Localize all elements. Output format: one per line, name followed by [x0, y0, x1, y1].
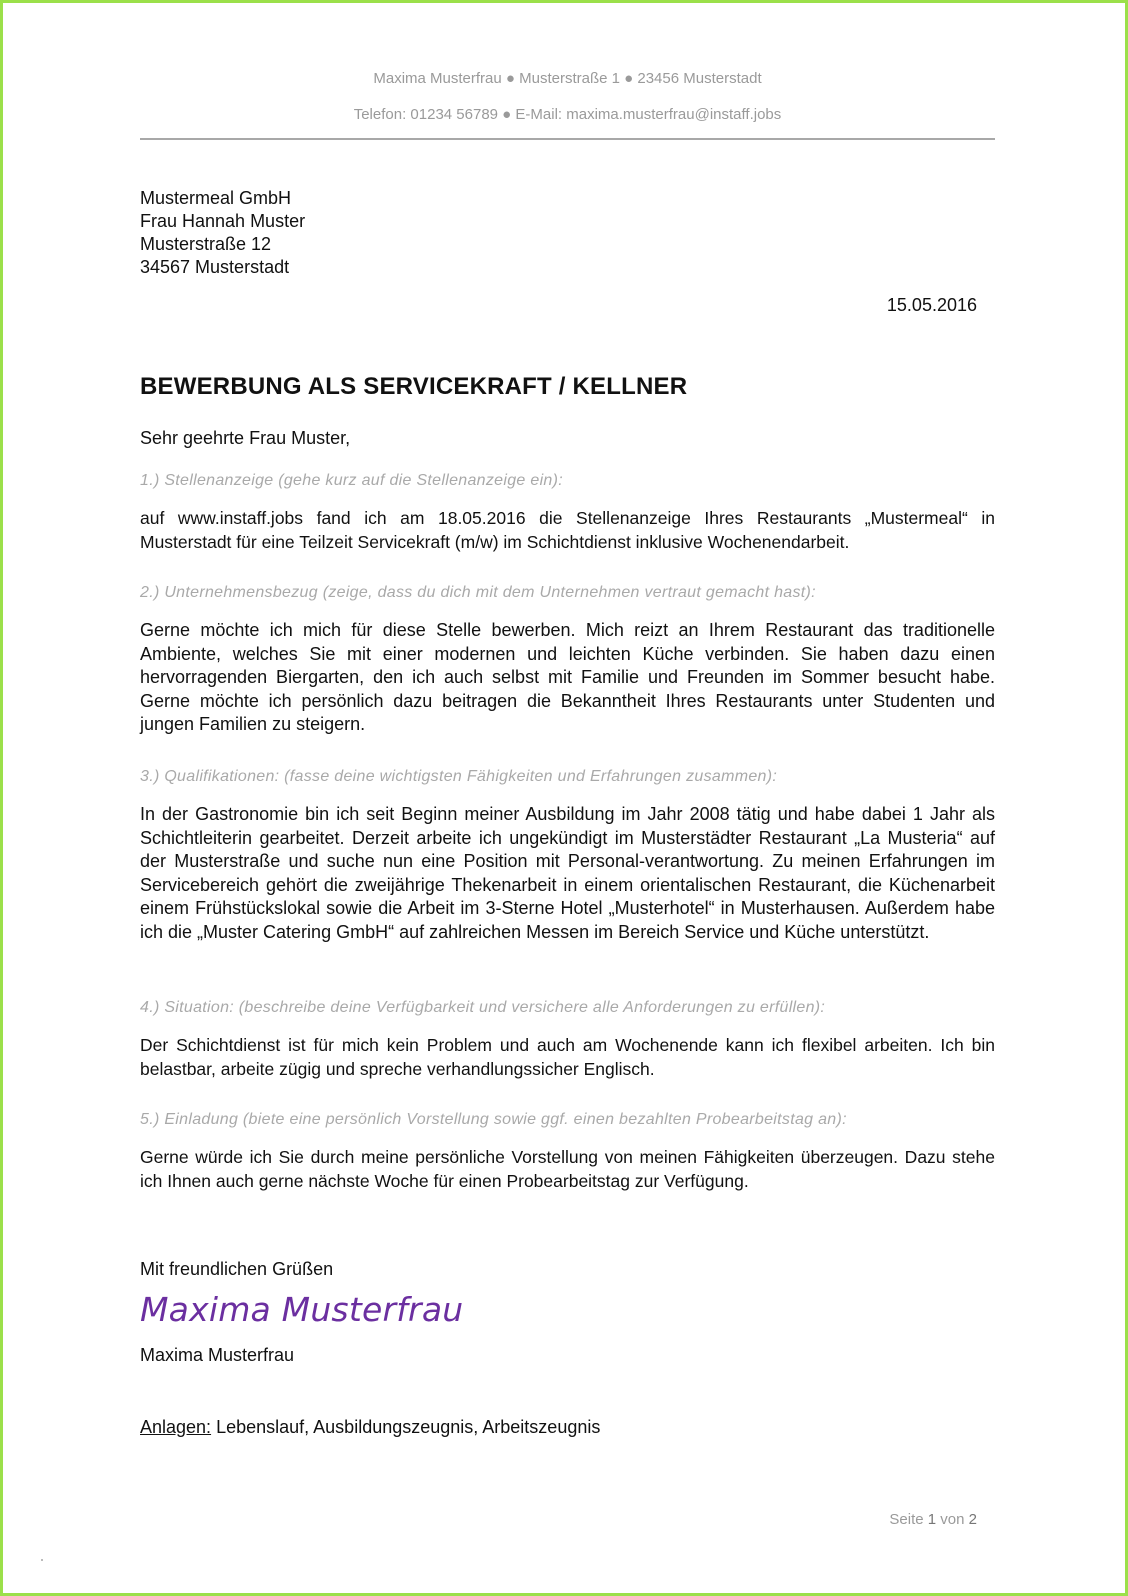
- header-divider: [140, 138, 995, 140]
- section-qualifications: [140, 768, 995, 944]
- section-job-ad: [140, 472, 995, 554]
- recipient-address: [140, 187, 305, 279]
- letter-subject: BEWERBUNG ALS SERVICEKRAFT / KELLNER: [140, 373, 688, 400]
- section-invitation: [140, 1111, 995, 1193]
- section-text: In der Gastronomie bin ich seit Beginn meiner Ausbildung im Jahr 2008 tätig und habe dabei 1 Jahr als Schichtleiterin gearbeitet. Derzeit arbeite ich ungekündigt im Musterstädter Restaurant „La Musteria“ auf der Musterstraße und suche nun eine Position mit Personal-verantwortung. Zu meinen Erfahrungen im Servicebereich gehört die zweijährige Thekenarbeit in einem orientalischen Restaurant, die Küchenarbeit einem Frühstückslokal sowie die Arbeit im 3-Sterne Hotel „Musterhotel“ in Musterhausen. Außerdem habe ich die „Muster Catering GmbH“ auf zahlreichen Messen im Bereich Service und Küche unterstützt.: [140, 804, 995, 942]
- page-prefix: Seite: [889, 1511, 924, 1528]
- section-text: Gerne möchte ich mich für diese Stelle bewerben. Mich reizt an Ihrem Restaurant das traditionelle Ambiente, welches Sie mit einer modernen und leichten Küche verbinden. Sie haben dazu einen hervorragenden Biergarten, den ich auch selbst mit Familie und Freunden im Sommer besucht habe. Gerne möchte ich persönlich dazu beitragen die Bekanntheit Ihres Restaurants unter Studenten und jungen Familien zu steigern.: [140, 620, 995, 734]
- section-text: auf www.instaff.jobs fand ich am 18.05.2016 die Stellenanzeige Ihres Restaurants „Mustermeal“ in Musterstadt für eine Teilzeit Servicekraft (m/w) im Schichtdienst inklusive Wochenendarbeit.: [140, 508, 995, 552]
- section-hint: 3.) Qualifikationen: (fasse deine wichtigsten Fähigkeiten und Erfahrungen zusammen):: [140, 768, 778, 785]
- total-pages: 2: [968, 1511, 977, 1528]
- letter-date: 15.05.2016: [886, 295, 977, 315]
- attachments-list: Lebenslauf, Ausbildungszeugnis, Arbeitszeugnis: [216, 1417, 601, 1437]
- section-hint: 5.) Einladung (biete eine persönlich Vorstellung sowie ggf. einen bezahlten Probearbeitstag an):: [140, 1111, 847, 1128]
- recipient-city: 34567 Musterstadt: [140, 257, 290, 277]
- signer-name: Maxima Musterfrau: [140, 1345, 295, 1365]
- salutation: Sehr geehrte Frau Muster,: [140, 428, 351, 448]
- closing-phrase: Mit freundlichen Grüßen: [140, 1259, 334, 1279]
- recipient-person: Frau Hannah Muster: [140, 211, 306, 231]
- section-text: Der Schichtdienst ist für mich kein Problem und auch am Wochenende kann ich flexibel arbeiten. Ich bin belastbar, arbeite zügig und spreche verhandlungssicher Englisch.: [140, 1035, 995, 1079]
- attachments-label: Anlagen:: [140, 1417, 212, 1437]
- page-number: [889, 1511, 977, 1528]
- section-hint: 1.) Stellenanzeige (gehe kurz auf die Stellenanzeige ein):: [140, 472, 563, 489]
- attachments: [140, 1417, 600, 1438]
- page-of: von: [940, 1511, 965, 1528]
- section-hint: 4.) Situation: (beschreibe deine Verfügbarkeit und versichere alle Anforderungen zu erfüllen):: [140, 999, 826, 1016]
- section-situation: [140, 999, 995, 1081]
- scan-speck: [41, 1559, 43, 1561]
- recipient-company: Mustermeal GmbH: [140, 188, 292, 208]
- recipient-street: Musterstraße 12: [140, 234, 272, 254]
- sender-address-line: Maxima Musterfrau ● Musterstraße 1 ● 23456 Musterstadt: [373, 70, 762, 87]
- section-company-reference: [140, 584, 995, 737]
- sender-contact-line: Telefon: 01234 56789 ● E-Mail: maxima.musterfrau@instaff.jobs: [353, 106, 782, 123]
- handwritten-signature: Maxima Musterfrau: [140, 1290, 464, 1329]
- section-hint: 2.) Unternehmensbezug (zeige, dass du dich mit dem Unternehmen vertraut gemacht hast):: [140, 584, 816, 601]
- current-page: 1: [927, 1511, 937, 1528]
- section-text: Gerne würde ich Sie durch meine persönliche Vorstellung von meinen Fähigkeiten überzeugen. Dazu stehe ich Ihnen auch gerne nächste Woche für einen Probearbeitstag zur Verfügung.: [140, 1147, 995, 1191]
